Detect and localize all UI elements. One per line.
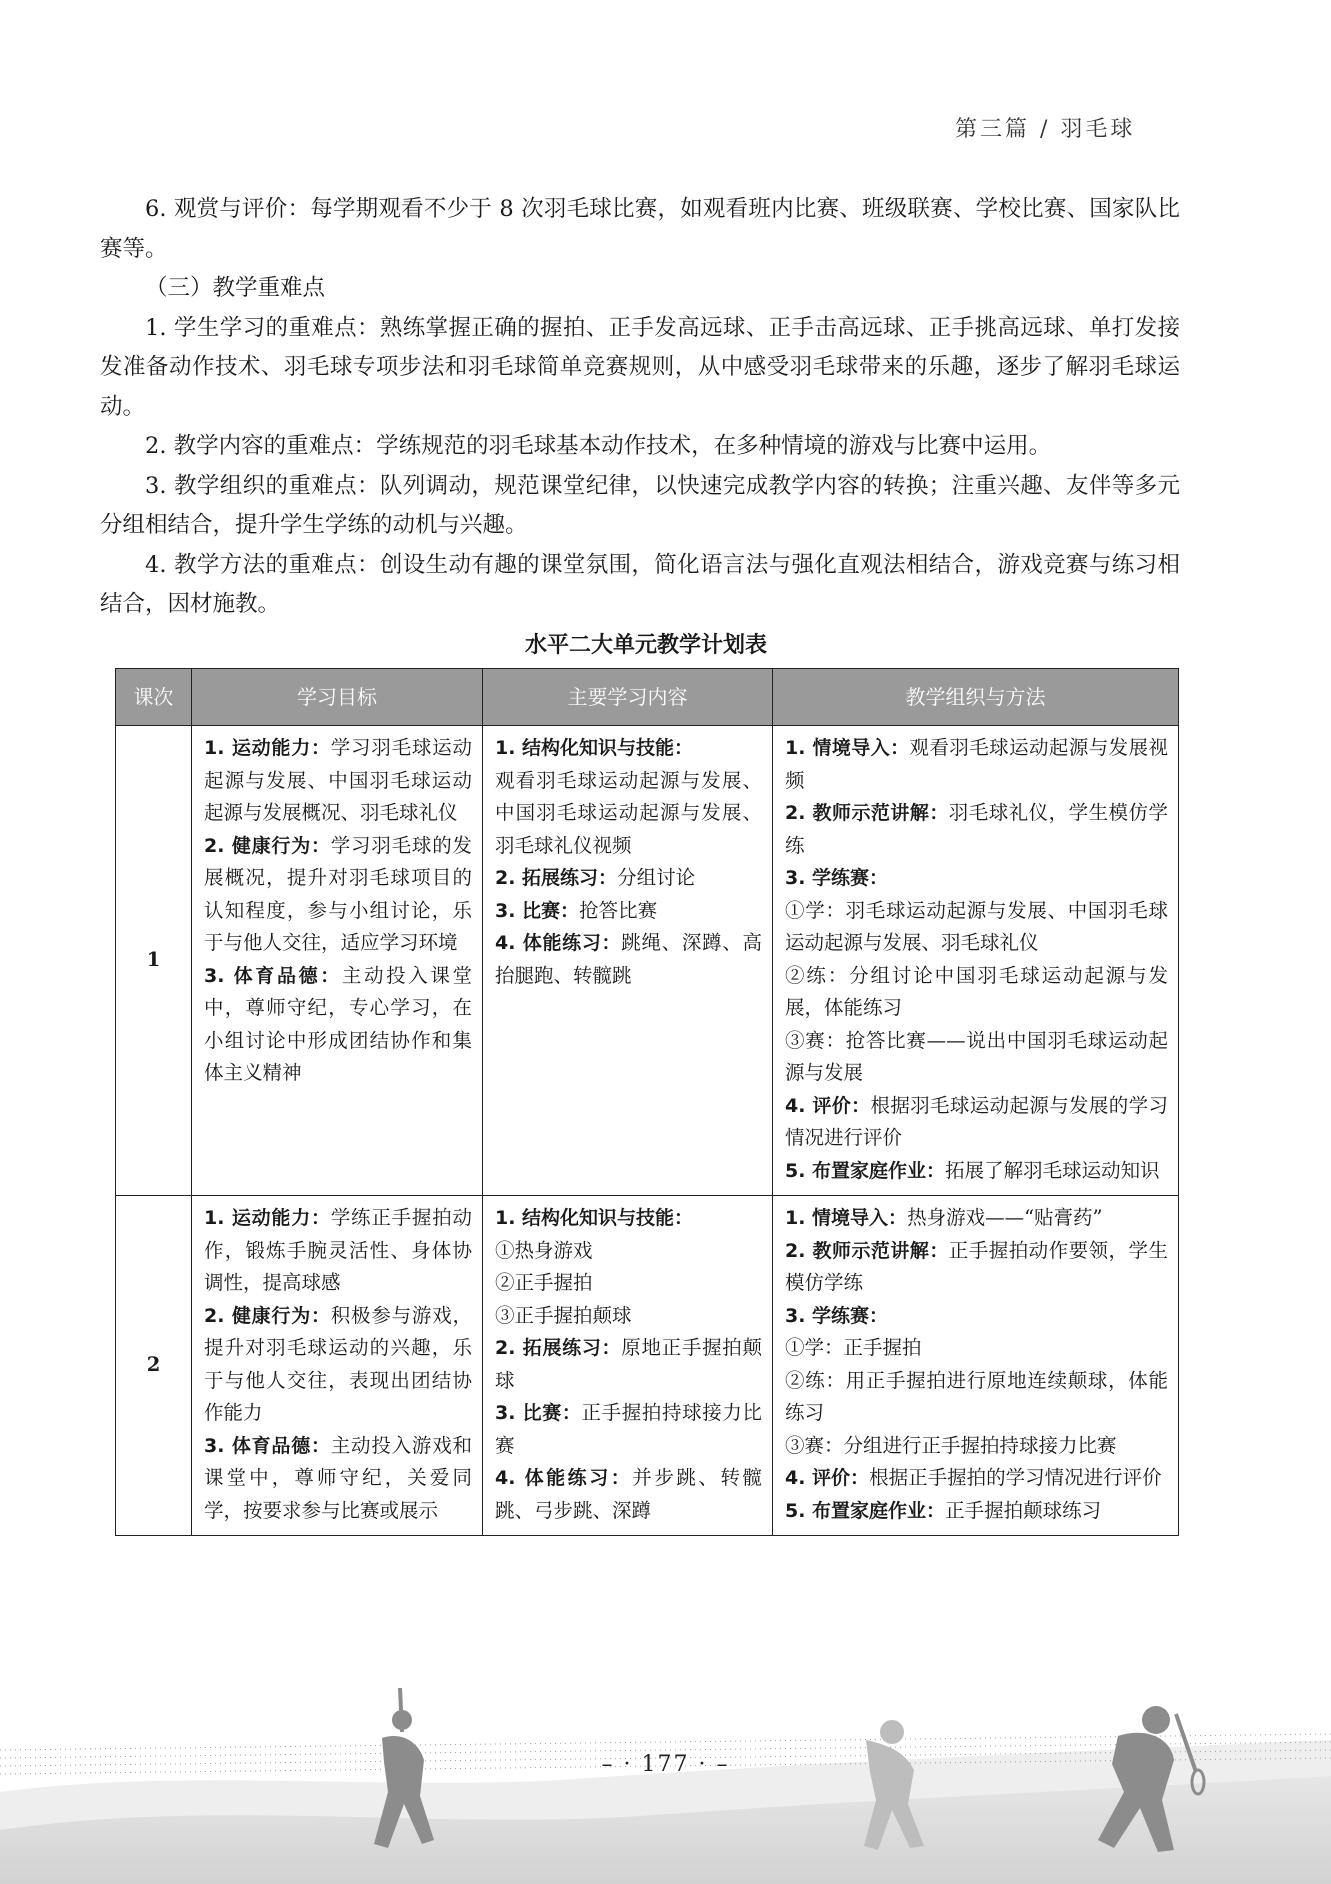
item-label: 1. 运动能力： (204, 1207, 331, 1229)
item-text: 学练正手握拍动作，锻炼手腕灵活性、身体协调性，提高球感 (204, 1206, 472, 1294)
item-label: 3. 比赛： (495, 1402, 582, 1424)
item-text: 根据正手握拍的学习情况进行评价 (869, 1466, 1162, 1489)
methods-cell (773, 726, 1179, 1196)
cell-item (495, 895, 762, 928)
cell-item (785, 1235, 1168, 1300)
teaching-plan-table (115, 668, 1179, 1536)
cell-item (785, 1430, 1168, 1463)
cell-item (785, 960, 1168, 1025)
cell-item (204, 1300, 472, 1430)
page-number: – · 177 · – (601, 1752, 730, 1777)
cell-item (785, 1495, 1168, 1528)
cell-item (785, 1365, 1168, 1430)
header-content: 主要学习内容 (483, 669, 773, 726)
paragraph: 1. 学生学习的重难点：熟练掌握正确的握拍、正手发高远球、正手击高远球、正手挑高远球、单打发接发准备动作技术、羽毛球专项步法和羽毛球简单竞赛规则，从中感受羽毛球带来的乐趣，逐步了解羽毛球运动。 (100, 314, 1180, 420)
cell-item (495, 1202, 762, 1235)
item-label: 1. 结构化知识与技能： (495, 737, 694, 759)
item-label: 1. 运动能力： (204, 737, 331, 759)
paragraph: 6. 观赏与评价：每学期观看不少于 8 次羽毛球比赛，如观看班内比赛、班级联赛、学校比赛、国家队比赛等。 (100, 196, 1180, 262)
item-text: 学习羽毛球的发展概况，提升对羽毛球项目的认知程度，参与小组讨论，乐于与他人交往，适应学习环境 (204, 833, 472, 954)
item-text: ③赛：抢答比赛——说出中国羽毛球运动起源与发展 (785, 1028, 1168, 1084)
cell-item (495, 927, 762, 992)
cell-item (495, 1300, 762, 1333)
item-text: ①学：羽毛球运动起源与发展、中国羽毛球运动起源与发展、羽毛球礼仪 (785, 898, 1168, 954)
goals-cell (192, 1196, 483, 1536)
item-text: ③赛：分组进行正手握拍持球接力比赛 (785, 1433, 1117, 1457)
item-label: 2. 健康行为： (204, 834, 331, 857)
item-text: 正手握拍颠球练习 (945, 1498, 1102, 1522)
item-text: ①热身游戏 (495, 1238, 593, 1262)
cell-item (204, 830, 472, 960)
goals-cell (192, 726, 483, 1196)
item-text: 羽毛球礼仪，学生模仿学练 (785, 801, 1168, 857)
cell-item (495, 732, 762, 765)
cell-item (204, 1202, 472, 1300)
item-text: 热身游戏——“贴膏药” (907, 1206, 1103, 1229)
cell-item (785, 1462, 1168, 1495)
cell-item (785, 1025, 1168, 1090)
cell-item (785, 1300, 1168, 1333)
table-body (116, 726, 1179, 1536)
cell-item (204, 732, 472, 830)
item-text: ②练：分组讨论中国羽毛球运动起源与发展，体能练习 (785, 963, 1168, 1019)
cell-item (785, 1090, 1168, 1155)
cell-item (785, 797, 1168, 862)
cell-item (204, 960, 472, 1090)
footer-decoration (0, 1680, 1331, 1884)
cell-item (785, 862, 1168, 895)
item-text: 并步跳、转髋跳、弓步跳、深蹲 (495, 1466, 762, 1522)
paragraph: 2. 教学内容的重难点：学练规范的羽毛球基本动作技术，在多种情境的游戏与比赛中运用。 (145, 433, 1052, 459)
item-label: 3. 比赛： (495, 899, 580, 922)
item-text: 主动投入游戏和课堂中，尊师守纪，关爱同学，按要求参与比赛或展示 (204, 1433, 472, 1522)
table-title: 水平二大单元教学计划表 (524, 633, 767, 658)
item-label: 3. 学练赛： (785, 1304, 889, 1327)
item-text: 原地正手握拍颠球 (495, 1336, 762, 1392)
cell-item (785, 1155, 1168, 1188)
item-text: 根据羽毛球运动起源与发展的学习情况进行评价 (785, 1093, 1168, 1149)
content-cell (483, 1196, 773, 1536)
item-label: 2. 拓展练习： (495, 1337, 622, 1359)
cell-item (204, 1430, 472, 1528)
cell-item (495, 1332, 762, 1397)
section-heading: （三）教学重难点 (145, 275, 326, 301)
cell-item (495, 765, 762, 863)
item-label: 5. 布置家庭作业： (785, 1499, 946, 1522)
item-text: 正手握拍持球接力比赛 (495, 1401, 762, 1457)
lesson-number-cell: 2 (116, 1196, 192, 1536)
item-text: 跳绳、深蹲、高抬腿跑、转髋跳 (495, 931, 762, 987)
item-label: 3. 学练赛： (785, 867, 889, 889)
cell-item (785, 1202, 1168, 1235)
item-label: 3. 体育品德： (204, 1434, 331, 1457)
item-text: 拓展了解羽毛球运动知识 (945, 1158, 1160, 1182)
item-text: 观看羽毛球运动起源与发展视频 (785, 736, 1168, 792)
item-text: 积极参与游戏，提升对羽毛球运动的兴趣，乐于与他人交往，表现出团结协作能力 (204, 1303, 472, 1424)
header-goals: 学习目标 (192, 669, 483, 726)
item-text: ①学：正手握拍 (785, 1336, 922, 1359)
header-lesson: 课次 (116, 669, 192, 726)
cell-item (785, 1332, 1168, 1365)
item-text: 正手握拍动作要领，学生模仿学练 (785, 1238, 1168, 1294)
item-label: 2. 教师示范讲解： (785, 802, 949, 824)
item-text: 观看羽毛球运动起源与发展、中国羽毛球运动起源与发展、羽毛球礼仪视频 (495, 768, 762, 857)
item-label: 2. 教师示范讲解： (785, 1239, 949, 1262)
item-label: 2. 健康行为： (204, 1304, 331, 1327)
content-cell (483, 726, 773, 1196)
item-label: 2. 拓展练习： (495, 867, 618, 889)
item-label: 1. 情境导入： (785, 737, 910, 759)
item-label: 4. 评价： (785, 1094, 871, 1117)
item-text: 抢答比赛 (579, 898, 658, 922)
lesson-number-cell: 1 (116, 726, 192, 1196)
cell-item (495, 1462, 762, 1527)
item-text: ②练：用正手握拍进行原地连续颠球，体能练习 (785, 1368, 1168, 1424)
item-label: 1. 情境导入： (785, 1207, 908, 1229)
item-text: 主动投入课堂中，尊师守纪，专心学习，在小组讨论中形成团结协作和集体主义精神 (204, 963, 472, 1084)
item-label: 4. 体能练习： (495, 932, 622, 954)
table-row (116, 1196, 1179, 1536)
item-text: 分组讨论 (617, 866, 696, 889)
methods-cell (773, 1196, 1179, 1536)
paragraph: 3. 教学组织的重难点：队列调动，规范课堂纪律，以快速完成教学内容的转换；注重兴趣、友伴等多元分组相结合，提升学生学练的动机与兴趣。 (100, 472, 1180, 538)
body-text (100, 190, 1180, 625)
paragraph: 4. 教学方法的重难点：创设生动有趣的课堂氛围，简化语言法与强化直观法相结合，游戏竞赛与练习相结合，因材施教。 (100, 551, 1180, 617)
item-text: ②正手握拍 (495, 1271, 593, 1294)
cell-item (495, 1235, 762, 1268)
cell-item (495, 1267, 762, 1300)
cell-item (495, 862, 762, 895)
item-label: 4. 体能练习： (495, 1467, 633, 1489)
running-head: 第三篇 / 羽毛球 (955, 117, 1136, 142)
cell-item (495, 1397, 762, 1462)
item-text: ③正手握拍颠球 (495, 1303, 632, 1327)
item-label: 1. 结构化知识与技能： (495, 1207, 694, 1229)
cell-item (785, 732, 1168, 797)
header-methods: 教学组织与方法 (773, 669, 1179, 726)
item-text: 学习羽毛球运动起源与发展、中国羽毛球运动起源与发展概况、羽毛球礼仪 (204, 736, 472, 824)
item-label: 3. 体育品德： (204, 964, 342, 987)
item-label: 4. 评价： (785, 1467, 870, 1489)
cell-item (785, 895, 1168, 960)
table-row (116, 726, 1179, 1196)
item-label: 5. 布置家庭作业： (785, 1159, 946, 1182)
table-header-row (116, 669, 1179, 726)
